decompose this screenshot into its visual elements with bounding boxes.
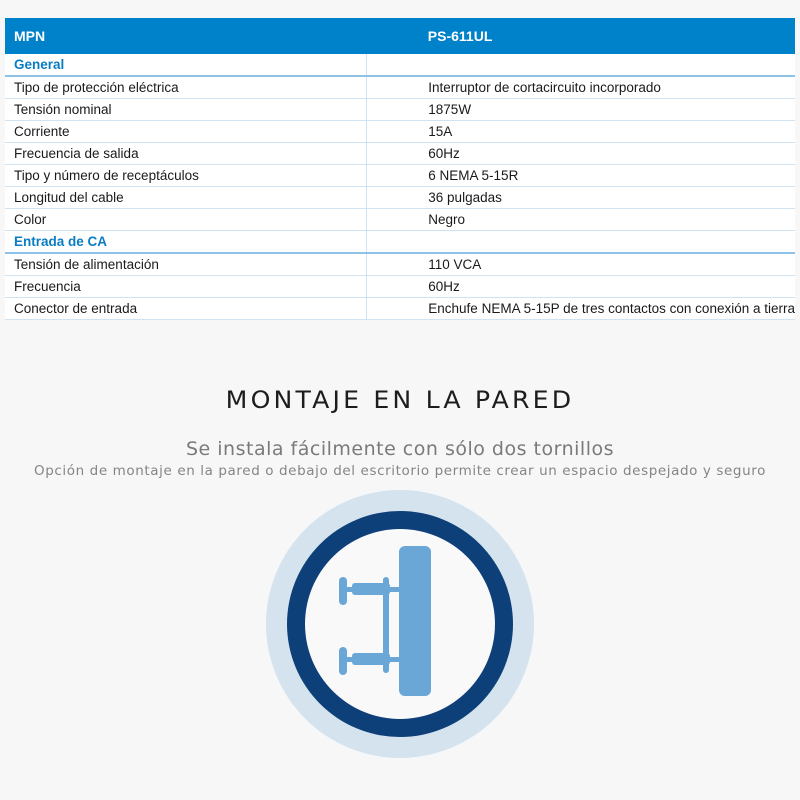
table-row	[5, 76, 795, 99]
section-row-ac-input	[5, 231, 795, 254]
header-value: PS-611UL	[367, 18, 795, 54]
table-row	[5, 298, 795, 320]
row-label: Longitud del cable	[5, 187, 367, 209]
wall-mount-description: Opción de montaje en la pared o debajo del escritorio permite crear un espacio despejado y seguro	[34, 463, 766, 479]
row-value: 1875W	[367, 99, 795, 121]
wall-mount-subtitle: Se instala fácilmente con sólo dos tornillos	[185, 438, 614, 460]
row-value: 60Hz	[367, 143, 795, 165]
row-label: Tipo de protección eléctrica	[5, 76, 367, 99]
row-label: Color	[5, 209, 367, 231]
section-title: Entrada de CA	[5, 231, 367, 254]
row-value: 15A	[367, 121, 795, 143]
table-row	[5, 121, 795, 143]
row-label: Tensión de alimentación	[5, 253, 367, 276]
table-row	[5, 187, 795, 209]
table-header-row	[5, 18, 795, 54]
row-value: 60Hz	[367, 276, 795, 298]
row-label: Corriente	[5, 121, 367, 143]
spec-table	[5, 18, 795, 320]
table-row	[5, 209, 795, 231]
wall-mount-icon	[265, 489, 535, 764]
section-title: General	[5, 54, 367, 76]
wall-mount-title: MONTAJE EN LA PARED	[225, 386, 575, 414]
header-label: MPN	[5, 18, 367, 54]
table-row	[5, 165, 795, 187]
row-label: Frecuencia	[5, 276, 367, 298]
section-row-general	[5, 54, 795, 76]
row-value: 6 NEMA 5-15R	[367, 165, 795, 187]
row-label: Frecuencia de salida	[5, 143, 367, 165]
row-label: Conector de entrada	[5, 298, 367, 320]
row-value: Negro	[367, 209, 795, 231]
table-row	[5, 276, 795, 298]
row-label: Tipo y número de receptáculos	[5, 165, 367, 187]
table-row	[5, 253, 795, 276]
row-value: Interruptor de cortacircuito incorporado	[367, 76, 795, 99]
row-value: Enchufe NEMA 5-15P de tres contactos con conexión a tierra	[367, 298, 795, 320]
row-value: 36 pulgadas	[367, 187, 795, 209]
row-value: 110 VCA	[367, 253, 795, 276]
row-label: Tensión nominal	[5, 99, 367, 121]
table-row	[5, 143, 795, 165]
table-row	[5, 99, 795, 121]
